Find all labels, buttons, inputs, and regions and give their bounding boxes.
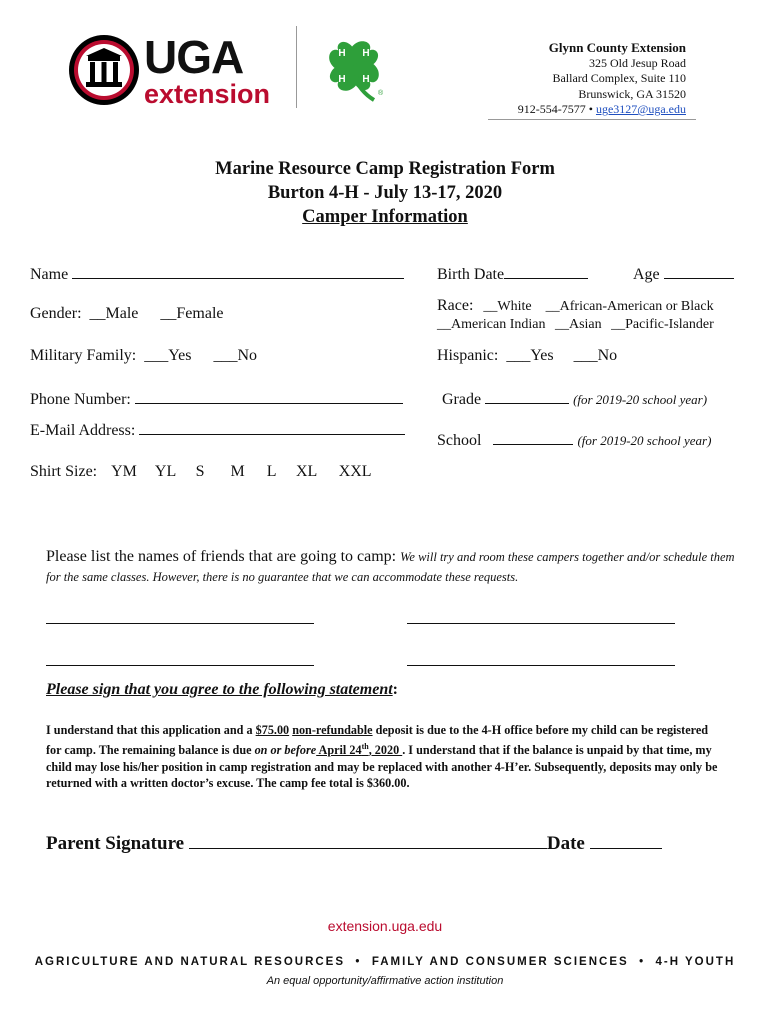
footer-website[interactable]: extension.uga.edu <box>327 918 443 934</box>
military-family-field <box>30 347 257 365</box>
office-email-link[interactable]: uge3127@uga.edu <box>595 102 686 116</box>
gender-male-option[interactable]: __Male <box>89 305 139 322</box>
phone-field[interactable] <box>30 389 403 409</box>
race-american-indian-option[interactable]: __American Indian <box>437 317 546 332</box>
address-line-1: 325 Old Jesup Road <box>589 55 686 70</box>
due-date-day: April 24 <box>316 742 362 757</box>
school-year-note: (for 2019-20 school year) <box>577 433 712 448</box>
friend-name-line-1[interactable] <box>46 623 314 624</box>
grade-school-year-note: (for 2019-20 school year) <box>573 392 708 407</box>
signature-date-label: Date <box>546 833 585 854</box>
logo-extension-text: extension <box>144 79 271 109</box>
friend-name-line-2[interactable] <box>407 623 675 624</box>
svg-text:H: H <box>362 48 370 59</box>
bullet-separator: • <box>588 102 593 116</box>
name-field[interactable] <box>30 264 404 284</box>
hispanic-no-option[interactable]: ___No <box>573 347 618 364</box>
email-blank[interactable] <box>139 420 405 435</box>
header-divider <box>296 26 297 108</box>
shirt-size-yl[interactable]: YL <box>154 463 176 480</box>
grade-label: Grade <box>442 391 482 408</box>
shirt-size-s[interactable]: S <box>195 463 205 480</box>
age-label: Age <box>633 266 660 283</box>
office-name: Glynn County Extension <box>548 40 686 55</box>
parent-signature-row[interactable] <box>46 832 662 855</box>
address-line-2: Ballard Complex, Suite 110 <box>552 71 686 85</box>
military-family-label: Military Family: <box>30 347 137 364</box>
hispanic-field <box>437 347 617 365</box>
age-field[interactable] <box>633 264 734 284</box>
statement-text-2: deposit is due to the 4-H office before my child can be registered for camp. The remaining balance is due <box>46 723 709 757</box>
statement-text-1: I understand that this application and a <box>46 723 256 737</box>
footer-equal-opportunity: An equal opportunity/affirmative action institution <box>266 975 504 987</box>
phone-blank[interactable] <box>135 389 403 404</box>
email-field[interactable] <box>30 420 405 440</box>
title-line-1: Marine Resource Camp Registration Form <box>215 159 555 179</box>
race-african-american-option[interactable]: __African-American or Black <box>545 299 714 314</box>
svg-text:H: H <box>338 48 346 59</box>
shirt-size-l[interactable]: L <box>266 463 276 480</box>
shirt-size-m[interactable]: M <box>230 463 245 480</box>
birth-date-blank[interactable] <box>504 264 588 279</box>
office-address-block <box>518 40 686 118</box>
grade-field[interactable] <box>442 389 707 409</box>
office-phone: 912-554-7577 <box>517 102 586 116</box>
logo-uga-text: UGA <box>144 31 244 83</box>
registered-mark: ® <box>378 90 384 97</box>
contact-line <box>518 102 686 118</box>
race-field <box>437 297 714 315</box>
on-or-before-text: on or before <box>254 742 317 757</box>
school-field[interactable] <box>437 430 711 450</box>
school-label: School <box>437 432 482 449</box>
agreement-heading <box>46 681 398 699</box>
due-date-suffix: th <box>361 741 369 751</box>
due-date <box>316 743 402 757</box>
friend-name-line-3[interactable] <box>46 665 314 666</box>
agreement-heading-colon: : <box>392 681 398 698</box>
name-blank[interactable] <box>72 264 404 279</box>
statement-text-3: . I understand that if the balance is unpaid by that time, my child may lose his/her position in camp registration and may be replaced with another 4-H’er. Subsequently, deposits may only be returned with a written doctor’s excuse. The camp fee total is $360.00. <box>46 742 718 791</box>
birth-date-field[interactable] <box>437 264 588 284</box>
hispanic-label: Hispanic: <box>437 347 499 364</box>
shirt-size-xl[interactable]: XL <box>295 463 317 480</box>
friends-prompt: Please list the names of friends that are going to camp: <box>46 548 401 565</box>
agreement-heading-text: Please sign that you agree to the following statement <box>46 681 393 698</box>
phone-label: Phone Number: <box>30 391 131 408</box>
hispanic-yes-option[interactable]: ___Yes <box>506 347 554 364</box>
friends-note: We will try and room these campers together and/or schedule them for the same classes. However, there is no guarantee that we can accommodate these requests. <box>46 550 735 584</box>
form-title <box>0 157 770 229</box>
4h-clover-logo <box>318 32 394 108</box>
gender-female-option[interactable]: __Female <box>160 305 224 322</box>
race-white-option[interactable]: __White <box>483 299 532 314</box>
military-yes-option[interactable]: ___Yes <box>144 347 192 364</box>
friends-instructions <box>46 547 736 587</box>
shirt-size-ym[interactable]: YM <box>111 463 137 480</box>
email-label: E-Mail Address: <box>30 422 136 439</box>
parent-signature-label: Parent Signature <box>46 833 185 854</box>
agreement-statement <box>46 722 726 792</box>
grade-blank[interactable] <box>485 389 569 404</box>
svg-text:H: H <box>362 74 370 85</box>
header-rule <box>488 119 696 120</box>
shirt-size-label: Shirt Size: <box>30 463 98 480</box>
race-asian-option[interactable]: __Asian <box>554 317 602 332</box>
address-line-3: Brunswick, GA 31520 <box>578 86 686 101</box>
military-no-option[interactable]: ___No <box>213 347 258 364</box>
gender-label: Gender: <box>30 305 82 322</box>
race-field-row-2 <box>437 317 714 333</box>
friend-name-line-4[interactable] <box>407 665 675 666</box>
age-blank[interactable] <box>664 264 734 279</box>
race-pacific-islander-option[interactable]: __Pacific-Islander <box>611 317 714 332</box>
due-date-year: , 2020 <box>368 742 403 757</box>
school-blank[interactable] <box>493 430 573 445</box>
parent-signature-blank[interactable] <box>189 832 547 849</box>
non-refundable-text: non-refundable <box>292 723 373 737</box>
name-label: Name <box>30 266 69 283</box>
title-line-2: Burton 4-H - July 13-17, 2020 <box>267 183 503 203</box>
race-label: Race: <box>437 297 474 314</box>
svg-text:H: H <box>338 74 346 85</box>
section-heading-camper-info: Camper Information <box>302 207 468 227</box>
shirt-size-field <box>30 463 372 481</box>
gender-field <box>30 305 224 323</box>
deposit-amount: $75.00 <box>255 723 290 737</box>
uga-extension-logo <box>66 32 276 112</box>
shirt-size-xxl[interactable]: XXL <box>338 463 372 480</box>
birth-date-label: Birth Date <box>437 266 505 283</box>
footer-divisions: AGRICULTURE AND NATURAL RESOURCES • FAMILY AND CONSUMER SCIENCES • 4-H YOUTH <box>34 956 736 968</box>
signature-date-blank[interactable] <box>590 832 662 849</box>
